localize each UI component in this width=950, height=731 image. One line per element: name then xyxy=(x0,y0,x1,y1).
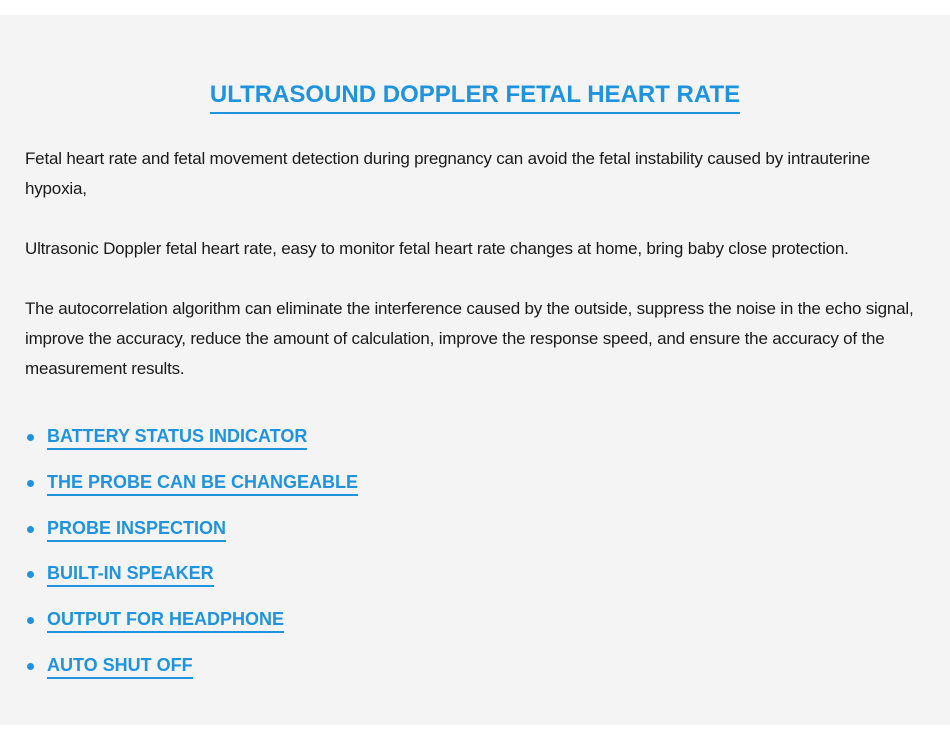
page-title xyxy=(0,73,950,114)
page-title-text: ULTRASOUND DOPPLER FETAL HEART RATE xyxy=(210,80,740,114)
monitor-paragraph: Ultrasonic Doppler fetal heart rate, easy to monitor fetal heart rate changes at home, bring baby close protection. xyxy=(25,239,849,258)
feature-label: PROBE INSPECTION xyxy=(47,517,226,542)
feature-label: THE PROBE CAN BE CHANGEABLE xyxy=(47,471,358,496)
bullet-icon xyxy=(27,663,34,670)
bullet-icon xyxy=(27,480,34,487)
feature-label: BATTERY STATUS INDICATOR xyxy=(47,425,307,450)
feature-label: BUILT-IN SPEAKER xyxy=(47,562,214,587)
algorithm-paragraph: The autocorrelation algorithm can eliminate the interference caused by the outside, suppress the noise in the echo signal, improve the accuracy, reduce the amount of calculation, improve the response speed, and ensure the accuracy of the measurement results. xyxy=(25,299,914,378)
bullet-icon xyxy=(27,617,34,624)
feature-label: AUTO SHUT OFF xyxy=(47,654,193,679)
content-panel xyxy=(0,15,950,725)
feature-label: OUTPUT FOR HEADPHONE xyxy=(47,608,284,633)
intro-paragraph: Fetal heart rate and fetal movement detection during pregnancy can avoid the fetal instability caused by intrauterine hypoxia, xyxy=(25,149,871,198)
bullet-icon xyxy=(27,571,34,578)
bullet-icon xyxy=(27,526,34,533)
bullet-icon xyxy=(27,434,34,441)
